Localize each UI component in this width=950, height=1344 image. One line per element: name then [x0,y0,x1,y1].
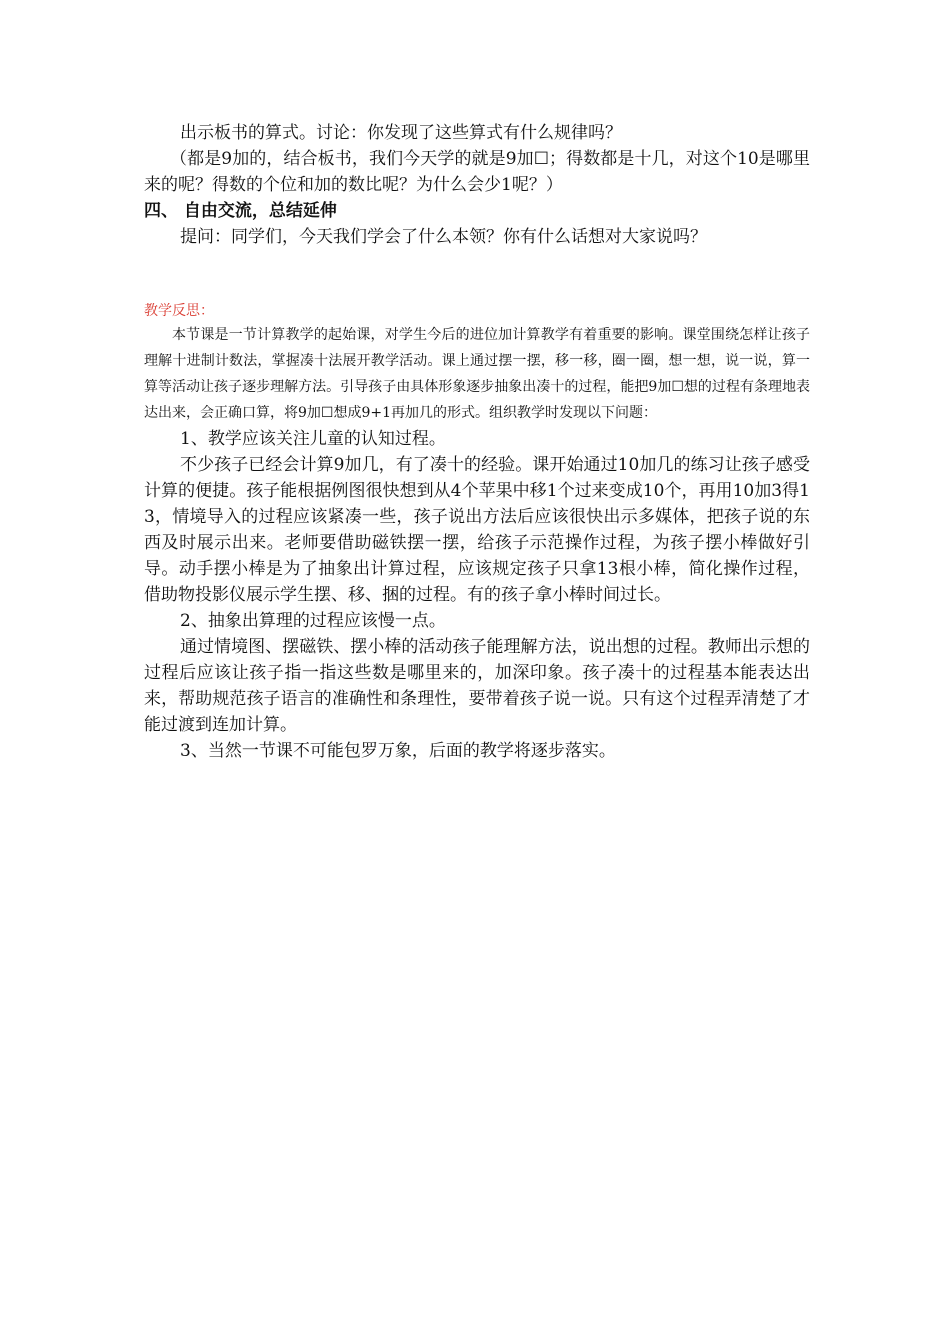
section3-paragraph-1: 出示板书的算式。讨论：你发现了这些算式有什么规律吗？ [180,123,622,143]
reflection-point-3: 3、当然一节课不可能包罗万象，后面的教学将逐步落实。 [180,741,616,761]
reflection-label: 教学反思： [144,303,214,319]
reflection-point-1-title: 1、教学应该关注儿童的认知过程。 [180,429,446,449]
reflection-point-2-title: 2、抽象出算理的过程应该慢一点。 [180,611,446,631]
reflection-intro: 本节课是一节计算教学的起始课，对学生今后的进位加计算教学有着重要的影响。课堂围绕怎样让孩子理解十进制计数法，掌握凑十法展开教学活动。课上通过摆一摆，移一移，圈一圈，想一想，说一说，算一算等活动让孩子逐步理解方法。引导孩子由具体形象逐步抽象出凑十的过程，能把9加☐想的过程有条理地表达出来，会正确口算，将9加☐想成9+1再加几的形式。组织教学时发现以下问题： [144,327,810,421]
reflection-point-1-body: 不少孩子已经会计算9加几，有了凑十的经验。课开始通过10加几的练习让孩子感受计算的便捷。孩子能根据例图很快想到从4个苹果中移1个过来变成10个，再用10加3得13，情境导入的过程应该紧凑一些，孩子说出方法后应该很快出示多媒体，把孩子说的东西及时展示出来。老师要借助磁铁摆一摆，给孩子示范操作过程，为孩子摆小棒做好引导。动手摆小棒是为了抽象出计算过程，应该规定孩子只拿13根小棒，简化操作过程，借助物投影仪展示学生摆、移、捆的过程。有的孩子拿小棒时间过长。 [144,455,810,605]
document-page [144,120,810,764]
section3-paragraph-2: （都是9加的，结合板书，我们今天学的就是9加☐；得数都是十几，对这个10是哪里来的呢？得数的个位和加的数比呢？为什么会少1呢？） [144,149,810,195]
reflection-point-2-body: 通过情境图、摆磁铁、摆小棒的活动孩子能理解方法，说出想的过程。教师出示想的过程后应该让孩子指一指这些数是哪里来的，加深印象。孩子凑十的过程基本能表达出来，帮助规范孩子语言的准确性和条理性，要带着孩子说一说。只有这个过程弄清楚了才能过渡到连加计算。 [144,637,810,735]
section4-heading: 四、 自由交流，总结延伸 [144,201,337,221]
section-spacer [144,250,810,300]
section4-paragraph-1: 提问：同学们，今天我们学会了什么本领？你有什么话想对大家说吗？ [180,227,707,247]
